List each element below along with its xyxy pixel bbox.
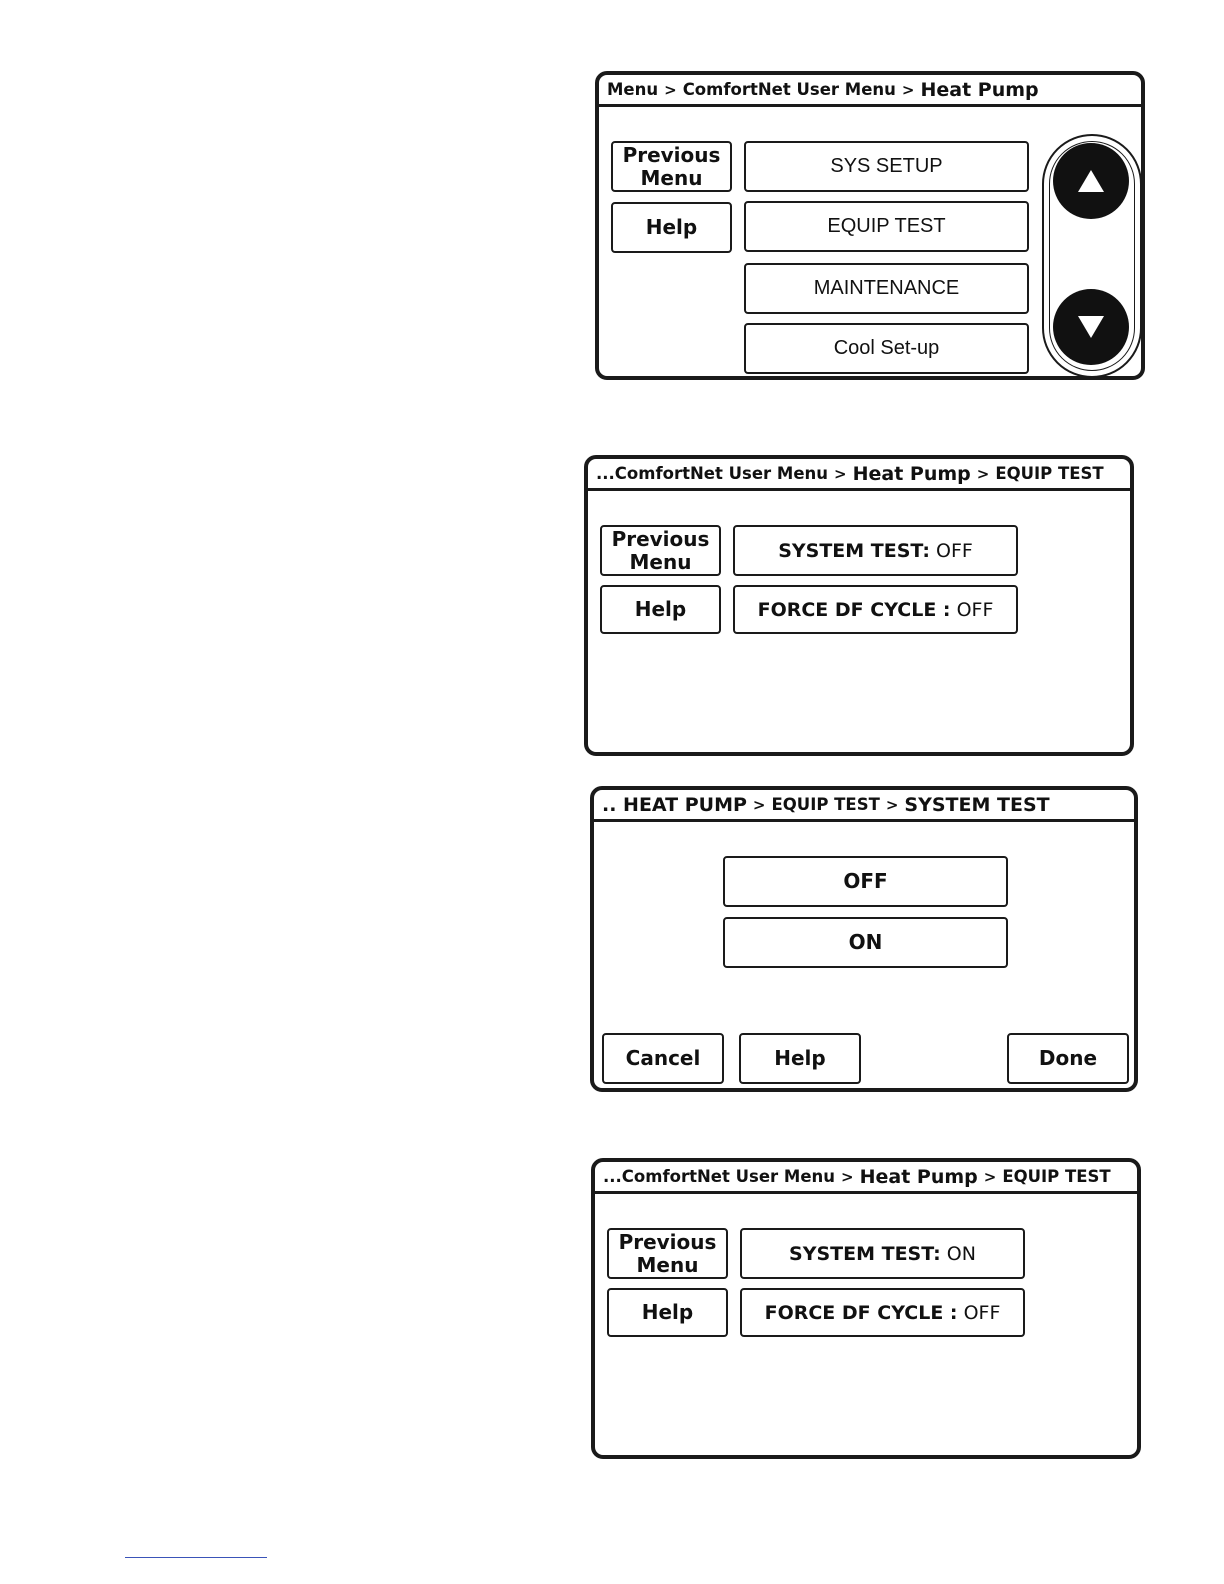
done-button[interactable] [1007,1033,1129,1084]
system-test-value: OFF [935,539,973,562]
breadcrumb-separator: > [841,1167,854,1186]
force-df-cycle-button[interactable] [733,585,1018,634]
breadcrumb-separator: > [885,795,899,814]
help-button[interactable] [607,1288,728,1337]
force-df-cycle-button[interactable] [740,1288,1025,1337]
menu-item-label: MAINTENANCE [813,277,960,299]
breadcrumb-separator: > [983,1167,997,1186]
help-button[interactable] [611,202,732,253]
breadcrumb-item[interactable]: Heat Pump [859,1165,978,1188]
breadcrumb-separator: > [834,464,847,483]
help-button[interactable] [600,585,721,634]
breadcrumb-current: EQUIP TEST [1002,1167,1111,1186]
equip-test-screen-on [591,1158,1141,1459]
breadcrumb-item[interactable]: .. HEAT PUMP [602,793,747,816]
triangle-up-icon [1077,169,1105,193]
breadcrumb-item[interactable]: ...ComfortNet User Menu [596,464,829,483]
previous-menu-button[interactable] [607,1228,728,1279]
help-button[interactable] [739,1033,861,1084]
system-test-label: SYSTEM TEST: [778,539,930,562]
breadcrumb-current: SYSTEM TEST [904,793,1050,816]
breadcrumb [588,459,1130,491]
breadcrumb-current: Heat Pump [920,78,1039,101]
system-test-selection-screen [590,786,1138,1092]
previous-menu-label: Previous Menu [611,526,710,574]
triangle-down-icon [1077,315,1105,339]
option-label: OFF [843,869,888,893]
menu-item-label: EQUIP TEST [827,215,946,237]
breadcrumb-separator: > [901,80,915,99]
menu-item-maintenance[interactable] [744,263,1029,314]
scroll-down-button[interactable] [1053,289,1129,365]
breadcrumb-item[interactable]: EQUIP TEST [771,795,880,814]
previous-menu-label: Previous Menu [622,142,721,190]
menu-item-cool-setup[interactable] [744,323,1029,374]
footnote-divider [125,1557,267,1558]
heat-pump-menu-screen [595,71,1145,380]
menu-item-label: SYS SETUP [830,155,943,177]
scroll-control [1042,134,1142,378]
breadcrumb-item[interactable]: ...ComfortNet User Menu [603,1167,836,1186]
help-label: Help [634,597,687,621]
system-test-button[interactable] [733,525,1018,576]
breadcrumb [599,75,1141,107]
equip-test-screen-off [584,455,1134,756]
option-on-button[interactable] [723,917,1008,968]
breadcrumb [595,1162,1137,1194]
menu-item-label: Cool Set-up [833,337,940,359]
option-off-button[interactable] [723,856,1008,907]
breadcrumb-separator: > [752,795,766,814]
force-df-cycle-value: OFF [963,1301,1001,1324]
scroll-up-button[interactable] [1053,143,1129,219]
option-label: ON [848,930,883,954]
force-df-cycle-label: FORCE DF CYCLE : [757,598,951,621]
system-test-value: ON [946,1242,976,1265]
breadcrumb-item[interactable]: ComfortNet User Menu [682,80,896,99]
help-label: Help [645,215,698,239]
help-label: Help [774,1046,826,1070]
breadcrumb-item[interactable]: Heat Pump [852,462,971,485]
force-df-cycle-value: OFF [956,598,994,621]
breadcrumb-separator: > [976,464,990,483]
cancel-label: Cancel [625,1046,701,1070]
system-test-label: SYSTEM TEST: [789,1242,941,1265]
menu-item-sys-setup[interactable] [744,141,1029,192]
menu-item-equip-test[interactable] [744,201,1029,252]
cancel-button[interactable] [602,1033,724,1084]
force-df-cycle-label: FORCE DF CYCLE : [764,1301,958,1324]
breadcrumb-separator: > [664,80,677,99]
breadcrumb-item[interactable]: Menu [607,80,659,99]
previous-menu-button[interactable] [600,525,721,576]
done-label: Done [1038,1046,1098,1070]
breadcrumb-current: EQUIP TEST [995,464,1104,483]
previous-menu-button[interactable] [611,141,732,192]
breadcrumb [594,790,1134,822]
previous-menu-label: Previous Menu [618,1229,717,1277]
system-test-button[interactable] [740,1228,1025,1279]
help-label: Help [641,1300,694,1324]
